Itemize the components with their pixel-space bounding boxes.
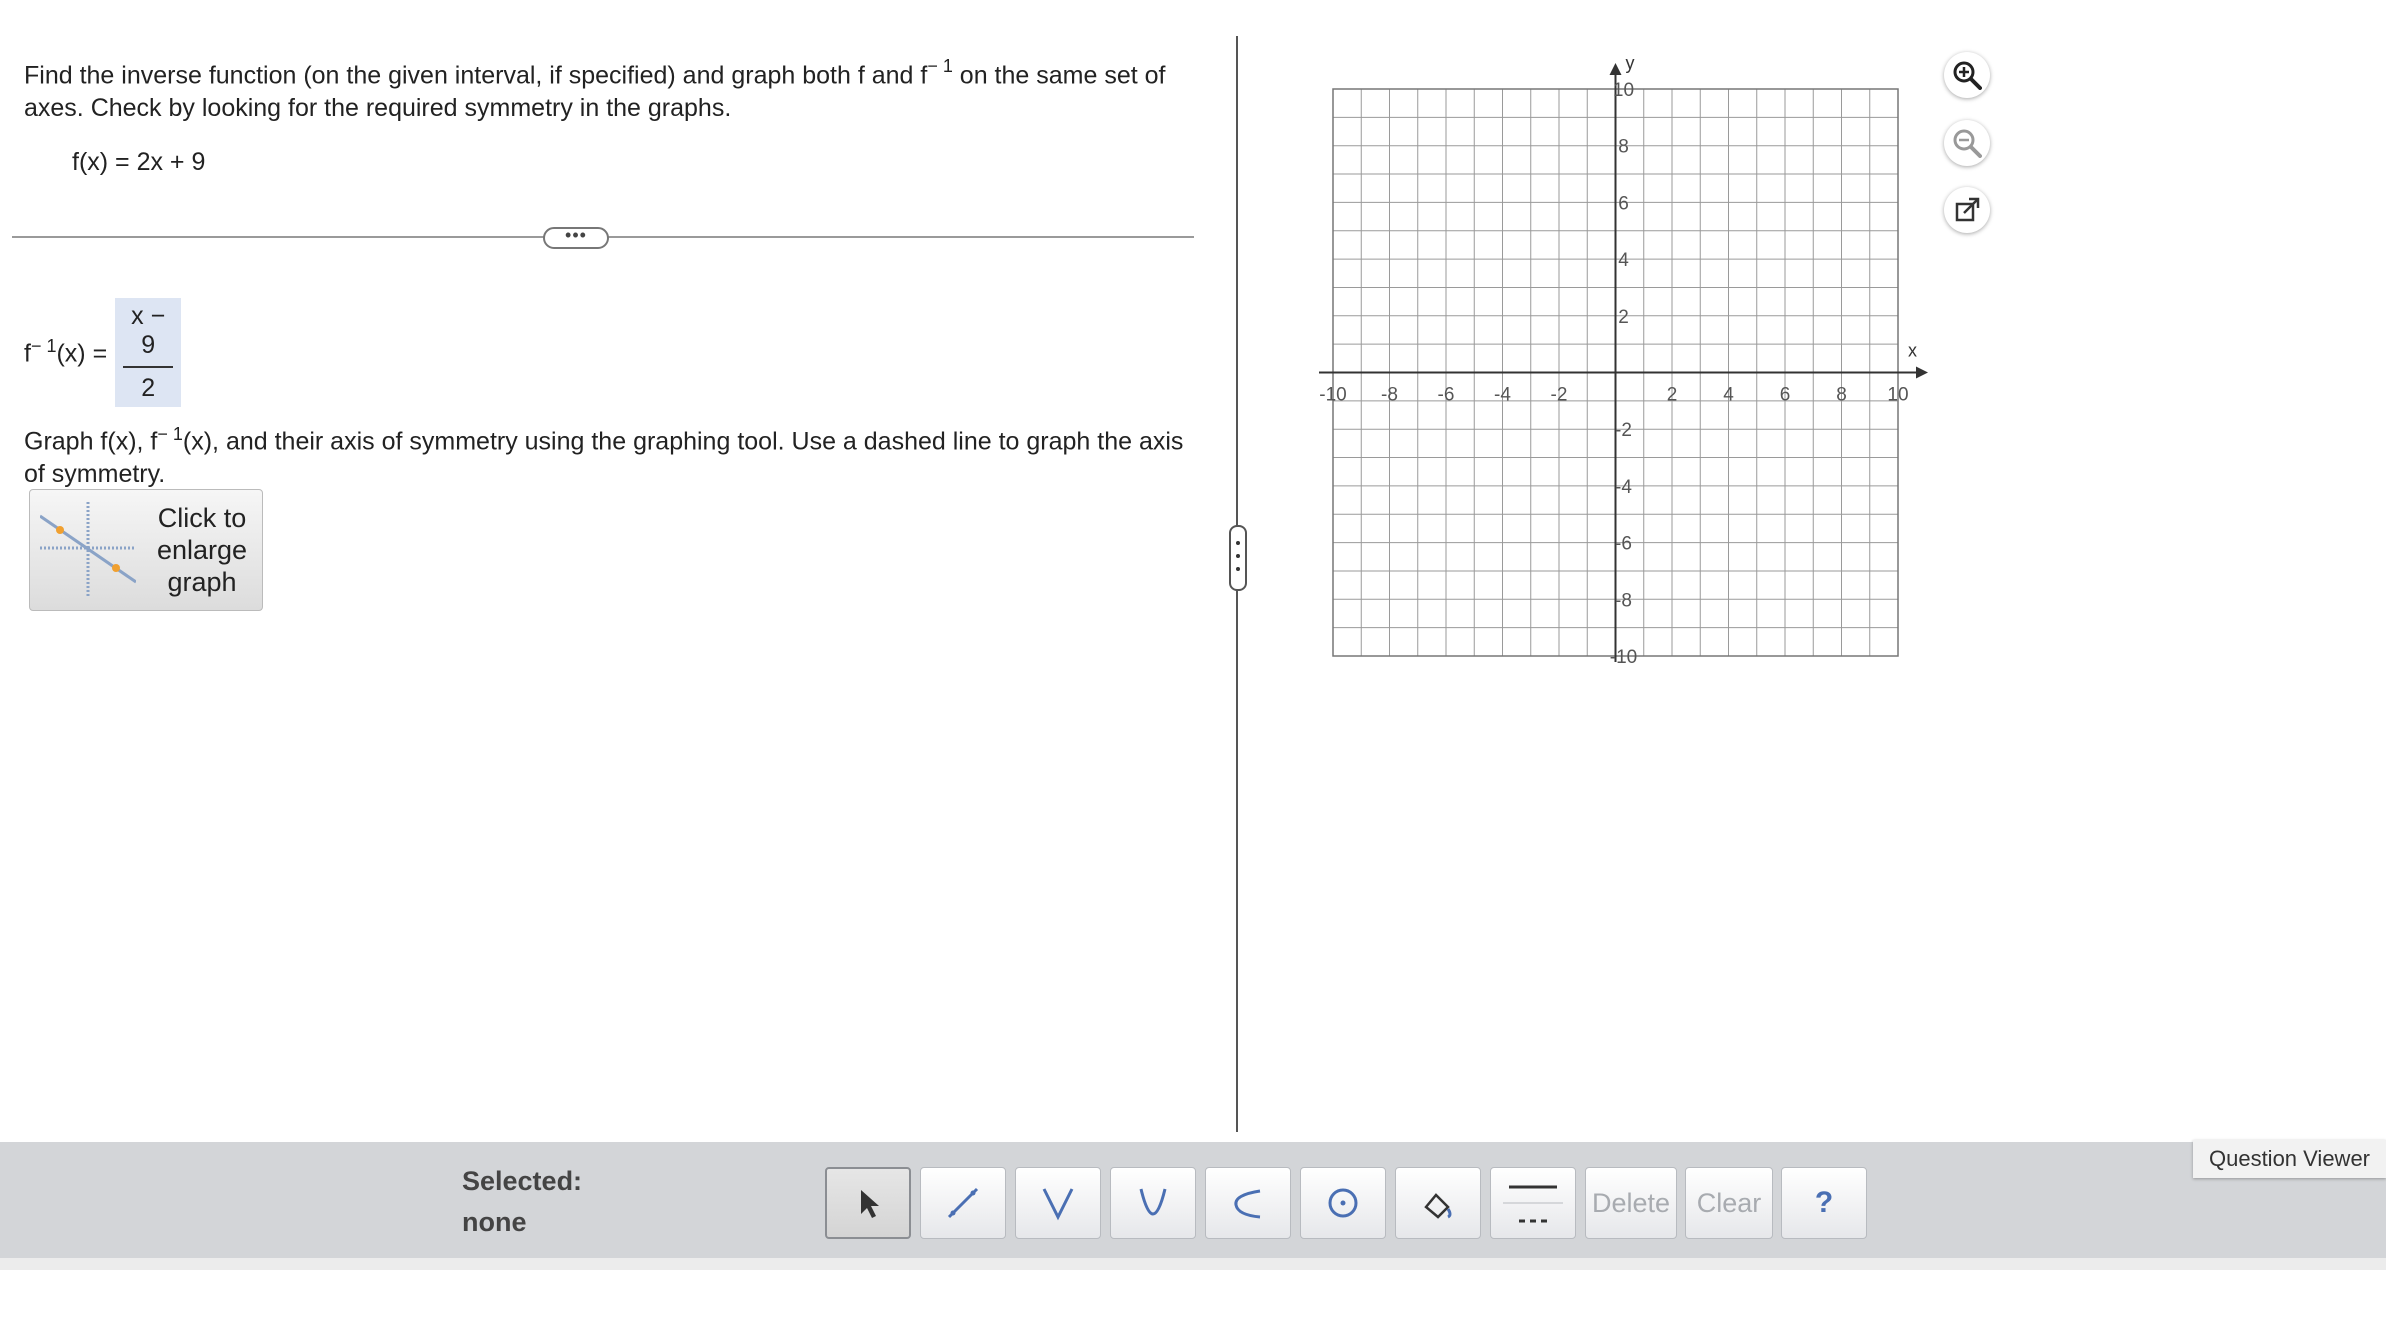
fraction-denominator: 2 [141, 374, 156, 402]
delete-button[interactable]: Delete [1585, 1167, 1677, 1239]
x-tick-label: -6 [1437, 384, 1455, 406]
selected-value: none [462, 1207, 527, 1237]
y-axis-arrow [1610, 63, 1622, 75]
v-shape-icon [1038, 1183, 1078, 1223]
y-tick-label: -10 [1609, 647, 1638, 668]
x-tick-label: 6 [1779, 384, 1791, 406]
line-style-icon [1503, 1173, 1563, 1233]
zoom-out-button[interactable] [1944, 120, 1990, 166]
fraction-numerator: x − 9 [123, 302, 173, 368]
x-tick-label: -2 [1550, 384, 1568, 406]
toolbar-footer [0, 1258, 2386, 1270]
y-tick-label: -8 [1615, 590, 1632, 612]
x-tick-label: 10 [1887, 384, 1909, 406]
enlarge-text-line1: Click to [157, 503, 247, 533]
arrow-cursor-icon [853, 1186, 883, 1220]
inverse-fraction-answer[interactable] [115, 298, 181, 407]
question-pane [0, 0, 1236, 1140]
sqrt-tool-button[interactable] [1205, 1167, 1291, 1239]
y-tick-label: 4 [1618, 250, 1629, 272]
x-tick-label: 8 [1836, 384, 1847, 406]
y-tick-label: -4 [1615, 476, 1632, 498]
y-tick-label: 8 [1618, 136, 1629, 158]
coordinate-graph[interactable] [1300, 50, 1940, 670]
x-tick-label: 4 [1723, 384, 1734, 406]
fill-tool-button[interactable] [1395, 1167, 1481, 1239]
absolute-value-tool-button[interactable] [1015, 1167, 1101, 1239]
y-tick-label: 10 [1612, 80, 1635, 101]
inverse-answer [24, 298, 181, 407]
external-link-icon [1952, 195, 1982, 225]
inverse-label: $f^{- 1}(x)$ = [24, 336, 108, 368]
line-segment-icon [943, 1183, 983, 1223]
zoom-in-icon [1952, 60, 1982, 90]
circle-tool-button[interactable] [1300, 1167, 1386, 1239]
line-style-toggle[interactable] [1490, 1167, 1576, 1239]
x-axis-label: x [1908, 340, 1917, 361]
select-tool-button[interactable] [825, 1167, 911, 1239]
y-tick-label: 6 [1618, 193, 1629, 215]
question-viewer-tab[interactable]: Question Viewer [2193, 1140, 2386, 1178]
x-tick-label: -8 [1381, 384, 1398, 406]
y-tick-label: -2 [1615, 420, 1632, 442]
y-tick-label: -6 [1615, 533, 1632, 555]
show-more-button[interactable]: ••• [543, 227, 609, 249]
help-button[interactable]: ? [1781, 1167, 1867, 1239]
circle-icon [1323, 1183, 1363, 1223]
x-axis-arrow [1916, 367, 1928, 379]
enlarge-text-line3: graph [167, 567, 237, 597]
popout-button[interactable] [1944, 187, 1990, 233]
parabola-tool-button[interactable] [1110, 1167, 1196, 1239]
clear-button[interactable]: Clear [1685, 1167, 1773, 1239]
line-tool-button[interactable] [920, 1167, 1006, 1239]
function-definition: f(x) = 2x + 9 [72, 148, 206, 176]
question-instruction: Find the inverse function (on the given interval, if specified) and graph both f and $f^{- 1}$ on the same set of axes. Check by looking for the required symmetry in the graphs. [24, 56, 1166, 123]
zoom-in-button[interactable] [1944, 52, 1990, 98]
enlarge-graph-button[interactable] [29, 489, 263, 611]
y-tick-label: 2 [1618, 306, 1629, 328]
paint-bucket-icon [1418, 1183, 1458, 1223]
x-tick-label: -10 [1319, 384, 1347, 406]
x-tick-label: 2 [1666, 384, 1678, 406]
parabola-icon [1133, 1183, 1173, 1223]
curve-icon [1228, 1183, 1268, 1223]
graph-thumbnail-icon [40, 502, 136, 598]
pane-resize-handle[interactable] [1229, 525, 1247, 591]
enlarge-text-line2: enlarge [156, 535, 248, 565]
graph-instruction: Graph f(x), $f^{- 1}(x)$, and their axis of symmetry using the graphing tool. Use a dashed line to graph the axis of symmetry. [24, 424, 1184, 489]
x-tick-label: -4 [1494, 384, 1511, 406]
y-axis-label: y [1625, 53, 1635, 73]
selected-label: Selected: [462, 1166, 583, 1196]
zoom-out-icon [1952, 128, 1982, 158]
